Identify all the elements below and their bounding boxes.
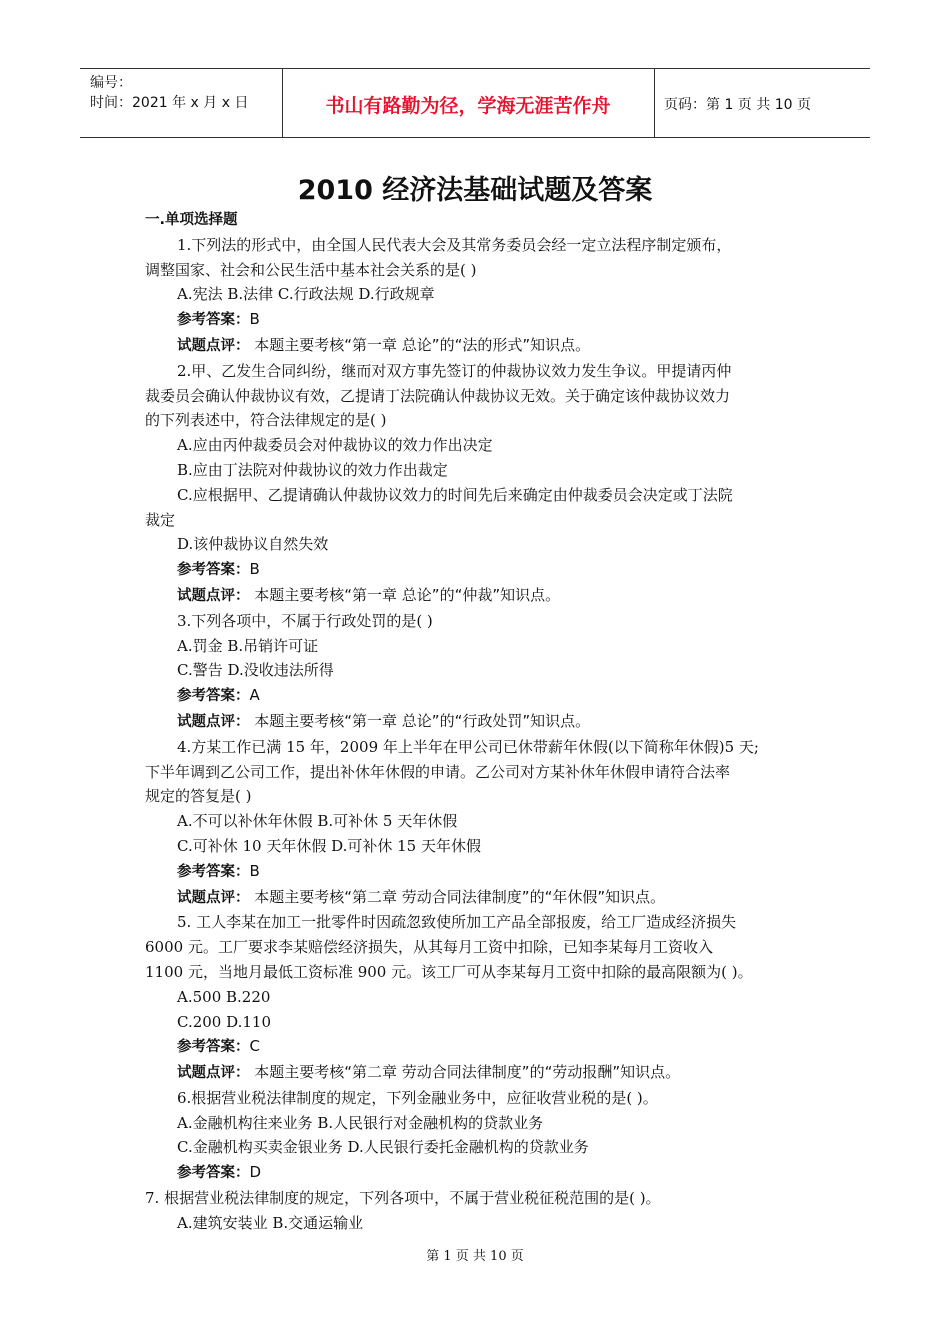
answer-label: 试题点评：	[177, 337, 250, 354]
text-line: A.宪法 B.法律 C.行政法规 D.行政规章	[177, 285, 435, 304]
header-meta	[90, 73, 248, 113]
answer-value: 本题主要考核“第一章 总论”的“法的形式”知识点。	[249, 335, 591, 354]
text-line: A.应由丙仲裁委员会对仲裁协议的效力作出决定	[177, 436, 493, 455]
answer-line	[145, 307, 805, 333]
text-line: C.金融机构买卖金银业务 D.人民银行委托金融机构的贷款业务	[177, 1138, 589, 1157]
text-line: 6.根据营业税法律制度的规定，下列金融业务中，应征收营业税的是( )。	[177, 1088, 658, 1107]
text-line: A.罚金 B.吊销许可证	[177, 636, 319, 655]
answer-value: C	[249, 1037, 260, 1056]
answer-label: 参考答案：	[177, 312, 250, 329]
answer-value: 本题主要考核“第一章 总论”的“行政处罚”知识点。	[249, 711, 591, 730]
answer-value: A	[249, 686, 260, 705]
answer-line	[145, 885, 805, 911]
answer-label: 参考答案：	[177, 562, 250, 579]
answer-line	[145, 683, 805, 709]
answer-label: 试题点评：	[177, 889, 250, 906]
text-line: 1.下列法的形式中，由全国人民代表大会及其常务委员会经一定立法程序制定颁布，	[177, 235, 732, 254]
answer-line	[145, 859, 805, 885]
document-number: 编号：	[90, 75, 132, 91]
answer-line	[145, 333, 805, 359]
answer-label: 试题点评：	[177, 1065, 250, 1082]
page-footer: 第 1 页 共 10 页	[426, 1249, 524, 1264]
answer-label: 试题点评：	[177, 713, 250, 730]
text-line: 6000 元。工厂要求李某赔偿经济损失，从其每月工资中扣除，已知李某每月工资收入	[145, 938, 713, 957]
answer-label: 参考答案：	[177, 1165, 250, 1182]
question-list	[145, 233, 805, 1236]
answer-line	[145, 1160, 805, 1186]
document-header	[80, 68, 870, 138]
answer-label: 参考答案：	[177, 688, 250, 705]
answer-value: D	[249, 1163, 262, 1182]
answer-line	[145, 1060, 805, 1086]
document-body	[145, 208, 805, 1236]
section-heading: 一.单项选择题	[145, 212, 238, 228]
answer-value: B	[249, 310, 260, 329]
text-line: 裁定	[145, 510, 176, 529]
header-motto: 书山有路勤为径，学海无涯苦作舟	[325, 95, 611, 117]
text-line: 4.方某工作已满 15 年，2009 年上半年在甲公司已休带薪年休假(以下简称年休假)5 天;	[177, 737, 759, 756]
text-line: D.该仲裁协议自然失效	[177, 535, 329, 554]
answer-label: 参考答案：	[177, 863, 250, 880]
text-line: 下半年调到乙公司工作，提出补休年休假的申请。乙公司对方某补休年休假申请符合法率	[145, 762, 731, 781]
header-divider	[654, 69, 655, 137]
answer-label: 试题点评：	[177, 587, 250, 604]
text-line: C.200 D.110	[177, 1012, 271, 1031]
answer-line	[145, 709, 805, 735]
text-line: 2.甲、乙发生合同纠纷，继而对双方事先签订的仲裁协议效力发生争议。甲提请丙仲	[177, 361, 732, 380]
text-line: 5. 工人李某在加工一批零件时因疏忽致使所加工产品全部报废，给工厂造成经济损失	[177, 913, 737, 932]
answer-value: 本题主要考核“第一章 总论”的“仲裁”知识点。	[249, 585, 561, 604]
text-line: B.应由丁法院对仲裁协议的效力作出裁定	[177, 460, 448, 479]
answer-value: B	[249, 560, 260, 579]
text-line: 的下列表述中，符合法律规定的是( )	[145, 411, 387, 430]
answer-line	[145, 583, 805, 609]
text-line: 裁委员会确认仲裁协议有效，乙提请丁法院确认仲裁协议无效。关于确定该仲裁协议效力	[145, 386, 731, 405]
text-line: C.可补休 10 天年休假 D.可补休 15 天年休假	[177, 836, 481, 855]
text-line: 1100 元，当地月最低工资标准 900 元。该工厂可从李某每月工资中扣除的最高限额为( )。	[145, 962, 753, 981]
text-line: C.警告 D.没收违法所得	[177, 661, 334, 680]
document-date: 时间：2021 年 x 月 x 日	[90, 95, 249, 111]
text-line: C.应根据甲、乙提请确认仲裁协议效力的时间先后来确定由仲裁委员会决定或丁法院	[177, 485, 733, 504]
header-page-info: 页码：第 1 页 共 10 页	[664, 97, 811, 113]
text-line: 3.下列各项中，不属于行政处罚的是( )	[177, 611, 433, 630]
answer-value: 本题主要考核“第二章 劳动合同法律制度”的“劳动报酬”知识点。	[249, 1063, 681, 1082]
answer-value: 本题主要考核“第二章 劳动合同法律制度”的“年休假”知识点。	[249, 887, 666, 906]
answer-label: 参考答案：	[177, 1039, 250, 1056]
text-line: 7. 根据营业税法律制度的规定，下列各项中，不属于营业税征税范围的是( )。	[145, 1189, 661, 1208]
text-line: 规定的答复是( )	[145, 787, 252, 806]
answer-line	[145, 557, 805, 583]
document-title: 2010 经济法基础试题及答案	[297, 175, 653, 206]
text-line: A.建筑安装业 B.交通运输业	[177, 1213, 364, 1232]
text-line: A.不可以补休年休假 B.可补休 5 天年休假	[177, 812, 458, 831]
answer-value: B	[249, 861, 260, 880]
text-line: A.500 B.220	[177, 987, 271, 1006]
text-line: 调整国家、社会和公民生活中基本社会关系的是( )	[145, 260, 477, 279]
answer-line	[145, 1034, 805, 1060]
text-line: A.金融机构往来业务 B.人民银行对金融机构的贷款业务	[177, 1113, 544, 1132]
